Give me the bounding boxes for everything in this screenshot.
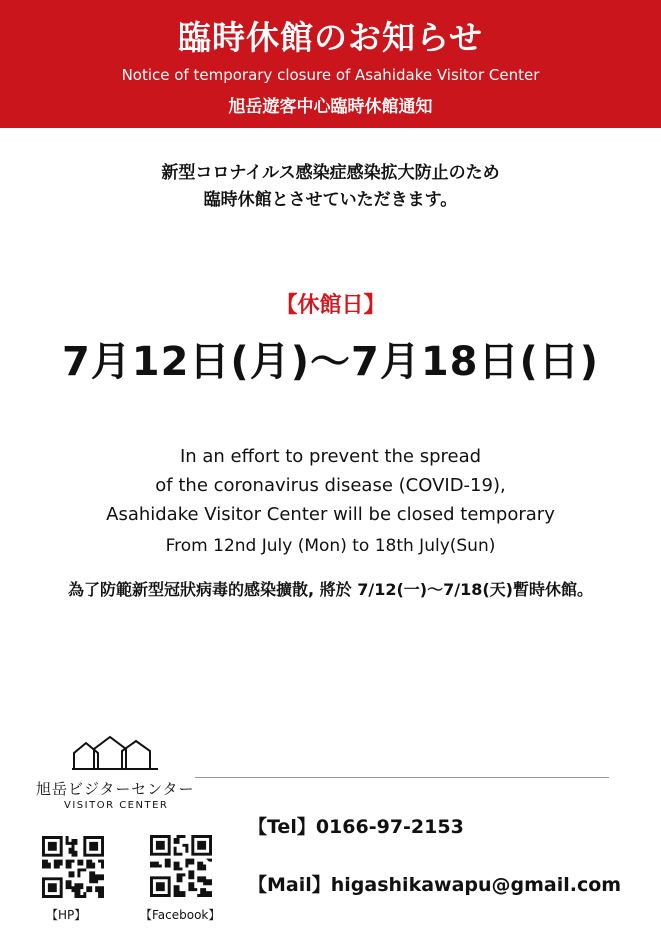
qr-code-hp-icon: [42, 836, 104, 898]
mountain-logo-icon: [72, 735, 160, 771]
english-notice-line1: In an effort to prevent the spread: [179, 446, 482, 467]
english-notice-line2: of the coronavirus disease (COVID-19),: [155, 475, 506, 496]
subtitle-english: Notice of temporary closure of Asahidake Visitor Center: [121, 66, 540, 84]
divider: [195, 777, 609, 778]
english-closure-dates: From 12nd July (Mon) to 18th July(Sun): [165, 536, 496, 556]
chinese-notice: 為了防範新型冠狀病毒的感染擴散, 將於 7/12(一)～7/18(天)暫時休館。: [68, 580, 593, 599]
english-notice: [0, 442, 661, 529]
contact-email: 【Mail】higashikawapu@gmail.com: [248, 874, 622, 896]
logo-name-japanese: 旭岳ビジターセンター: [36, 780, 195, 798]
japanese-notice: [0, 160, 661, 214]
qr-label-hp: 【HP】: [46, 908, 87, 922]
qr-code-facebook-icon: [150, 835, 212, 897]
page-title: 臨時休館のお知らせ: [177, 18, 483, 57]
japanese-notice-line1: 新型コロナイルス感染症感染拡大防止のため: [161, 163, 500, 183]
header-banner: [0, 0, 661, 128]
qr-label-facebook: 【Facebook】: [140, 908, 221, 922]
english-notice-line3: Asahidake Visitor Center will be closed temporary: [106, 504, 555, 525]
japanese-notice-line2: 臨時休館とさせていただきます。: [203, 190, 458, 210]
closure-label: 【休館日】: [275, 293, 386, 318]
contact-phone: 【Tel】0166-97-2153: [248, 816, 464, 838]
logo-name-english: VISITOR CENTER: [64, 800, 169, 811]
subtitle-chinese: 旭岳遊客中心臨時休館通知: [228, 97, 433, 117]
closure-dates: 7月12日(月)～7月18日(日): [61, 339, 600, 385]
